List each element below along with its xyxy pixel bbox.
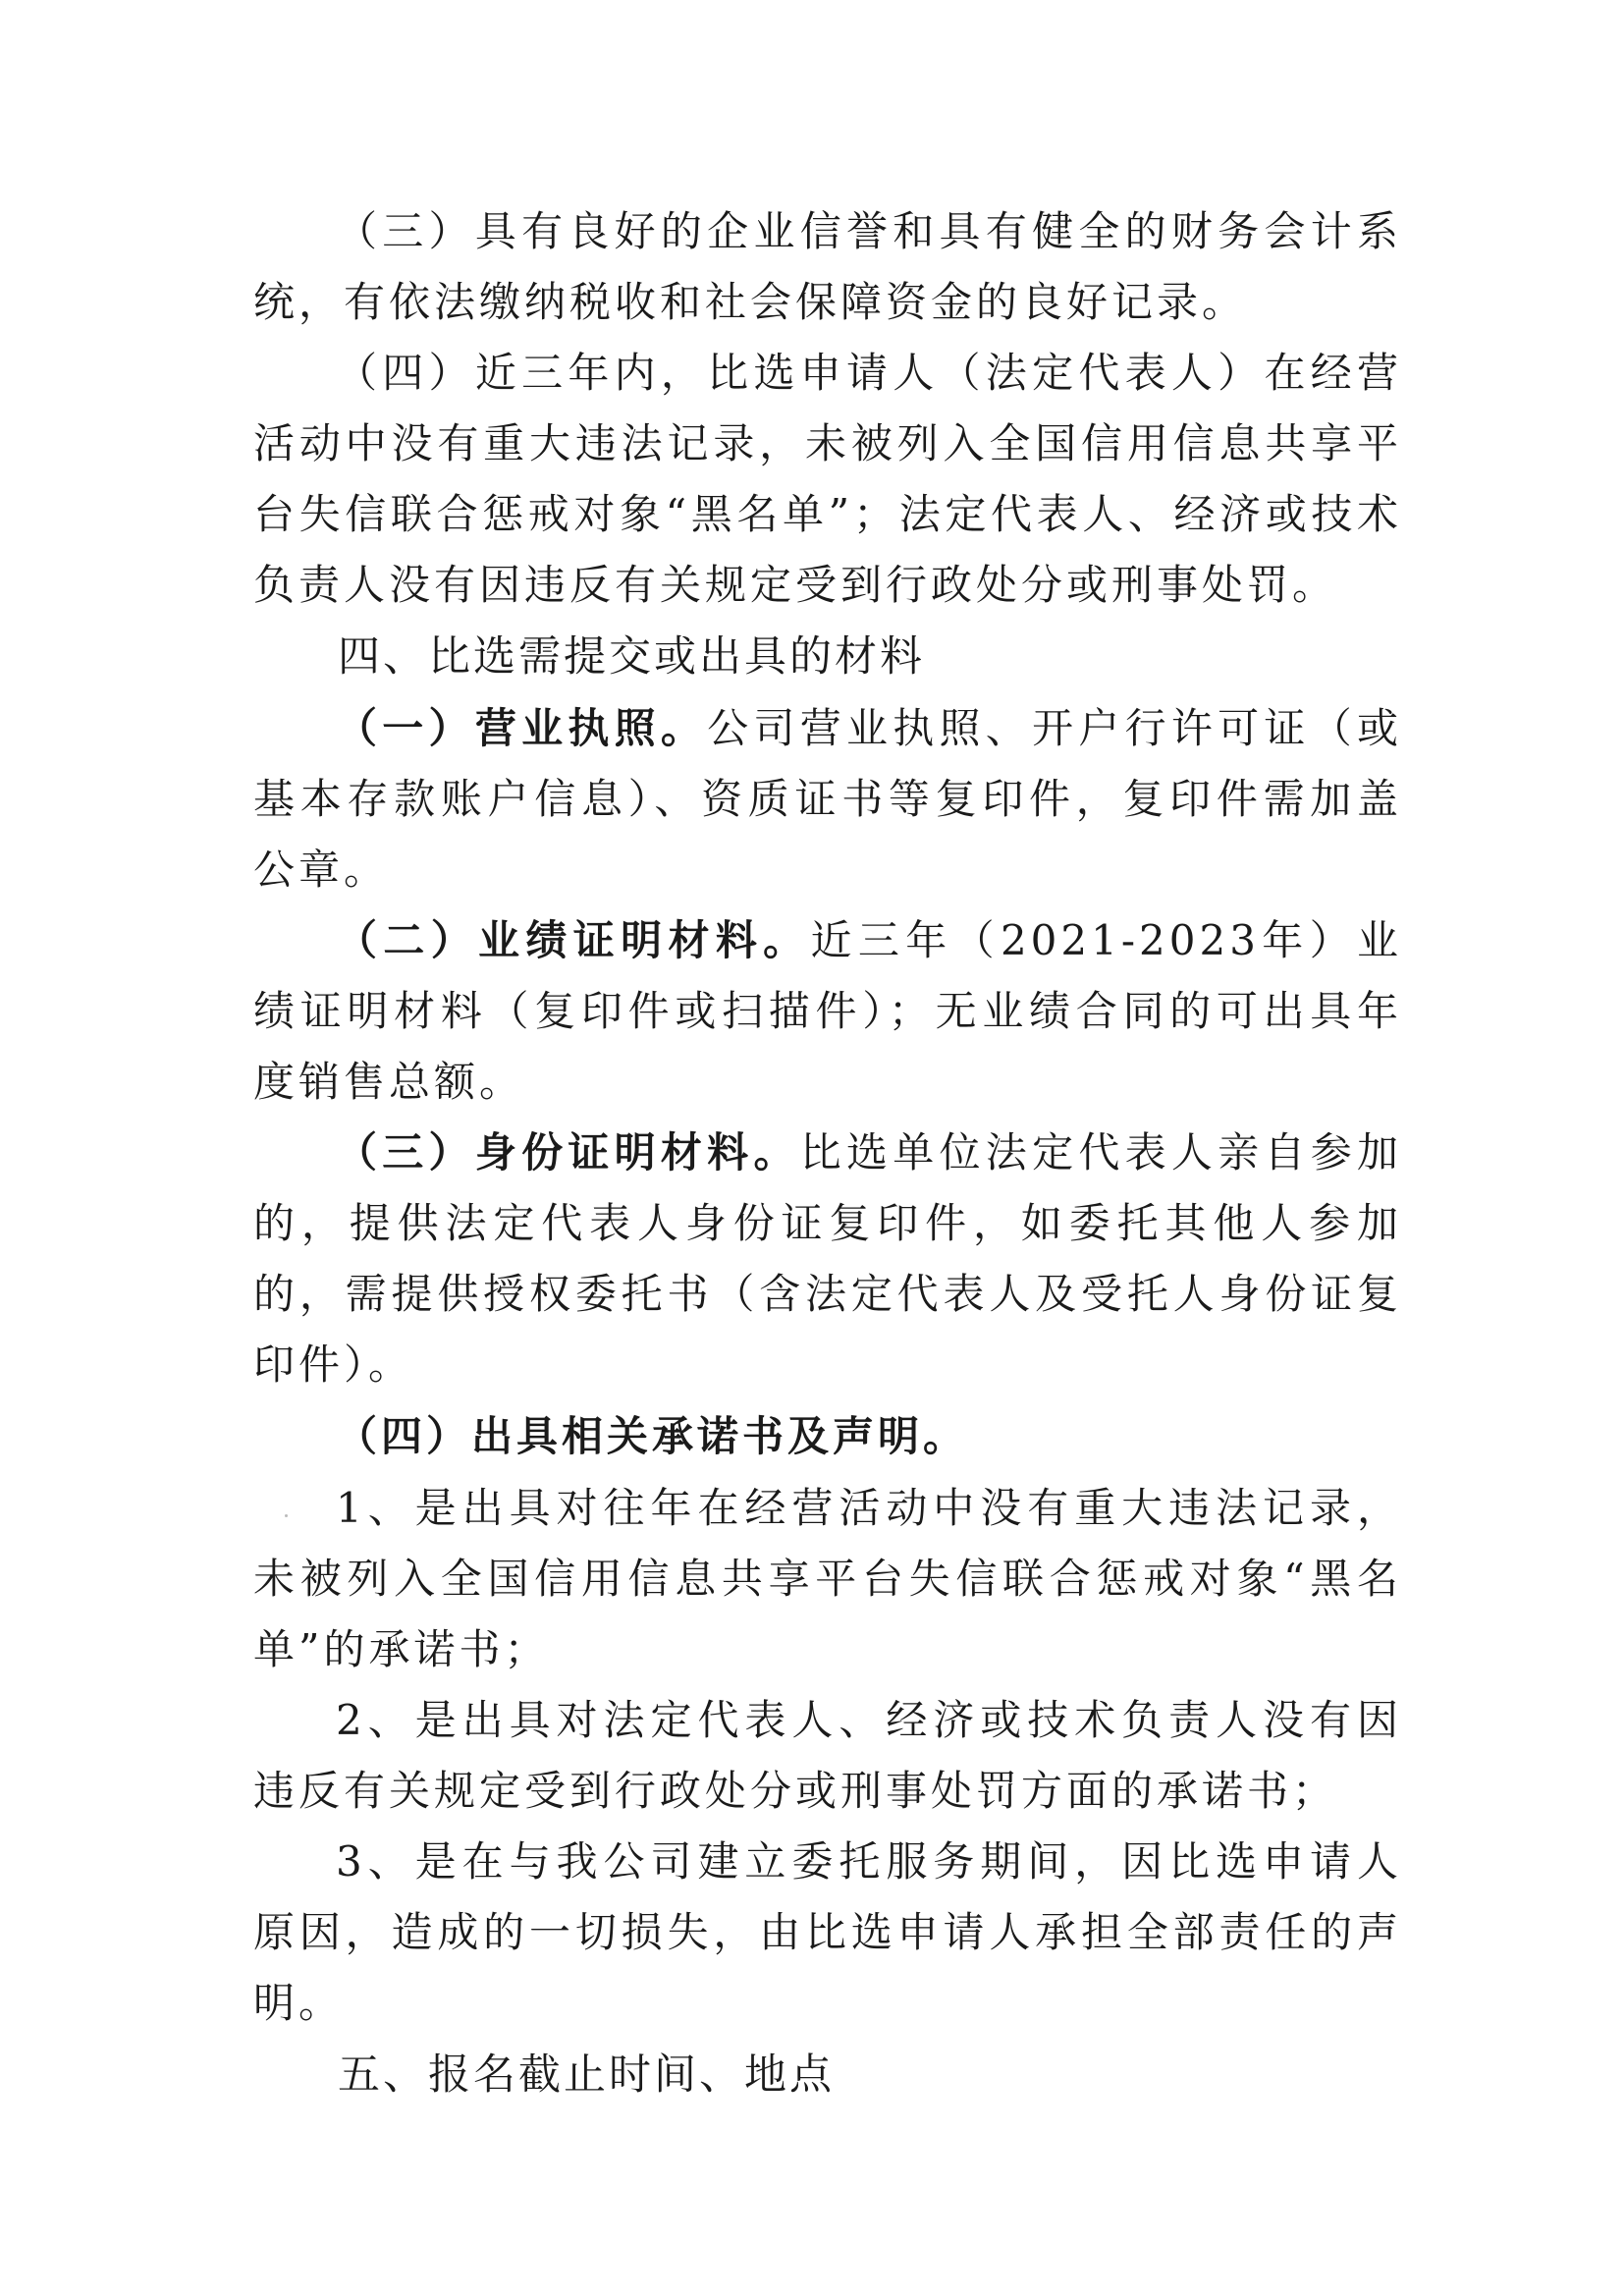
- commitment-item-2: 2、是出具对法定代表人、经济或技术负责人没有因违反有关规定受到行政处分或刑事处罚方面的承诺书；: [253, 1696, 1402, 1815]
- material-item-business-license: [253, 693, 1402, 905]
- material-item-lead: （三）身份证明材料。: [336, 1128, 800, 1176]
- material-item-commitment-heading: （四）出具相关承诺书及声明。: [336, 1412, 969, 1460]
- commitment-item-3: 3、是在与我公司建立委托服务期间，因比选申请人原因，造成的一切损失，由比选申请人承担全部责任的声明。: [253, 1837, 1402, 2027]
- material-item-identity-proof: [253, 1118, 1402, 1400]
- section-5-heading: 五、报名截止时间、地点: [338, 2050, 835, 2100]
- paragraph-legal-record-requirement: （四）近三年内，比选申请人（法定代表人）在经营活动中没有重大违法记录，未被列入全国信用信息共享平台失信联合惩戒对象“黑名单”；法定代表人、经济或技术负责人没有因违反有关规定受到行政处分或刑事处罚。: [253, 349, 1402, 609]
- material-item-lead: （一）营业执照。: [336, 704, 708, 752]
- commitment-item-1: 1、是出具对往年在经营活动中没有重大违法记录，未被列入全国信用信息共享平台失信联合惩戒对象“黑名单”的承诺书；: [253, 1484, 1402, 1673]
- material-item-performance-proof: [253, 905, 1402, 1118]
- material-item-text: 近三年（2021-2023年）业绩证明材料（复印件或扫描件）；无业绩合同的可出具年度销售总额。: [253, 916, 1402, 1106]
- material-item-lead: （二）业绩证明材料。: [336, 916, 811, 964]
- paragraph-credit-requirement: （三）具有良好的企业信誉和具有健全的财务会计系统，有依法缴纳税收和社会保障资金的良好记录。: [253, 207, 1402, 326]
- section-4-heading: 四、比选需提交或出具的材料: [338, 632, 925, 682]
- material-item-text: 公司营业执照、开户行许可证（或基本存款账户信息）、资质证书等复印件，复印件需加盖公章。: [253, 704, 1402, 894]
- material-item-text: 比选单位法定代表人亲自参加的，提供法定代表人身份证复印件，如委托其他人参加的，需提供授权委托书（含法定代表人及受托人身份证复印件）。: [253, 1128, 1402, 1389]
- scan-speck: [285, 1514, 288, 1517]
- document-page: [253, 196, 1402, 2111]
